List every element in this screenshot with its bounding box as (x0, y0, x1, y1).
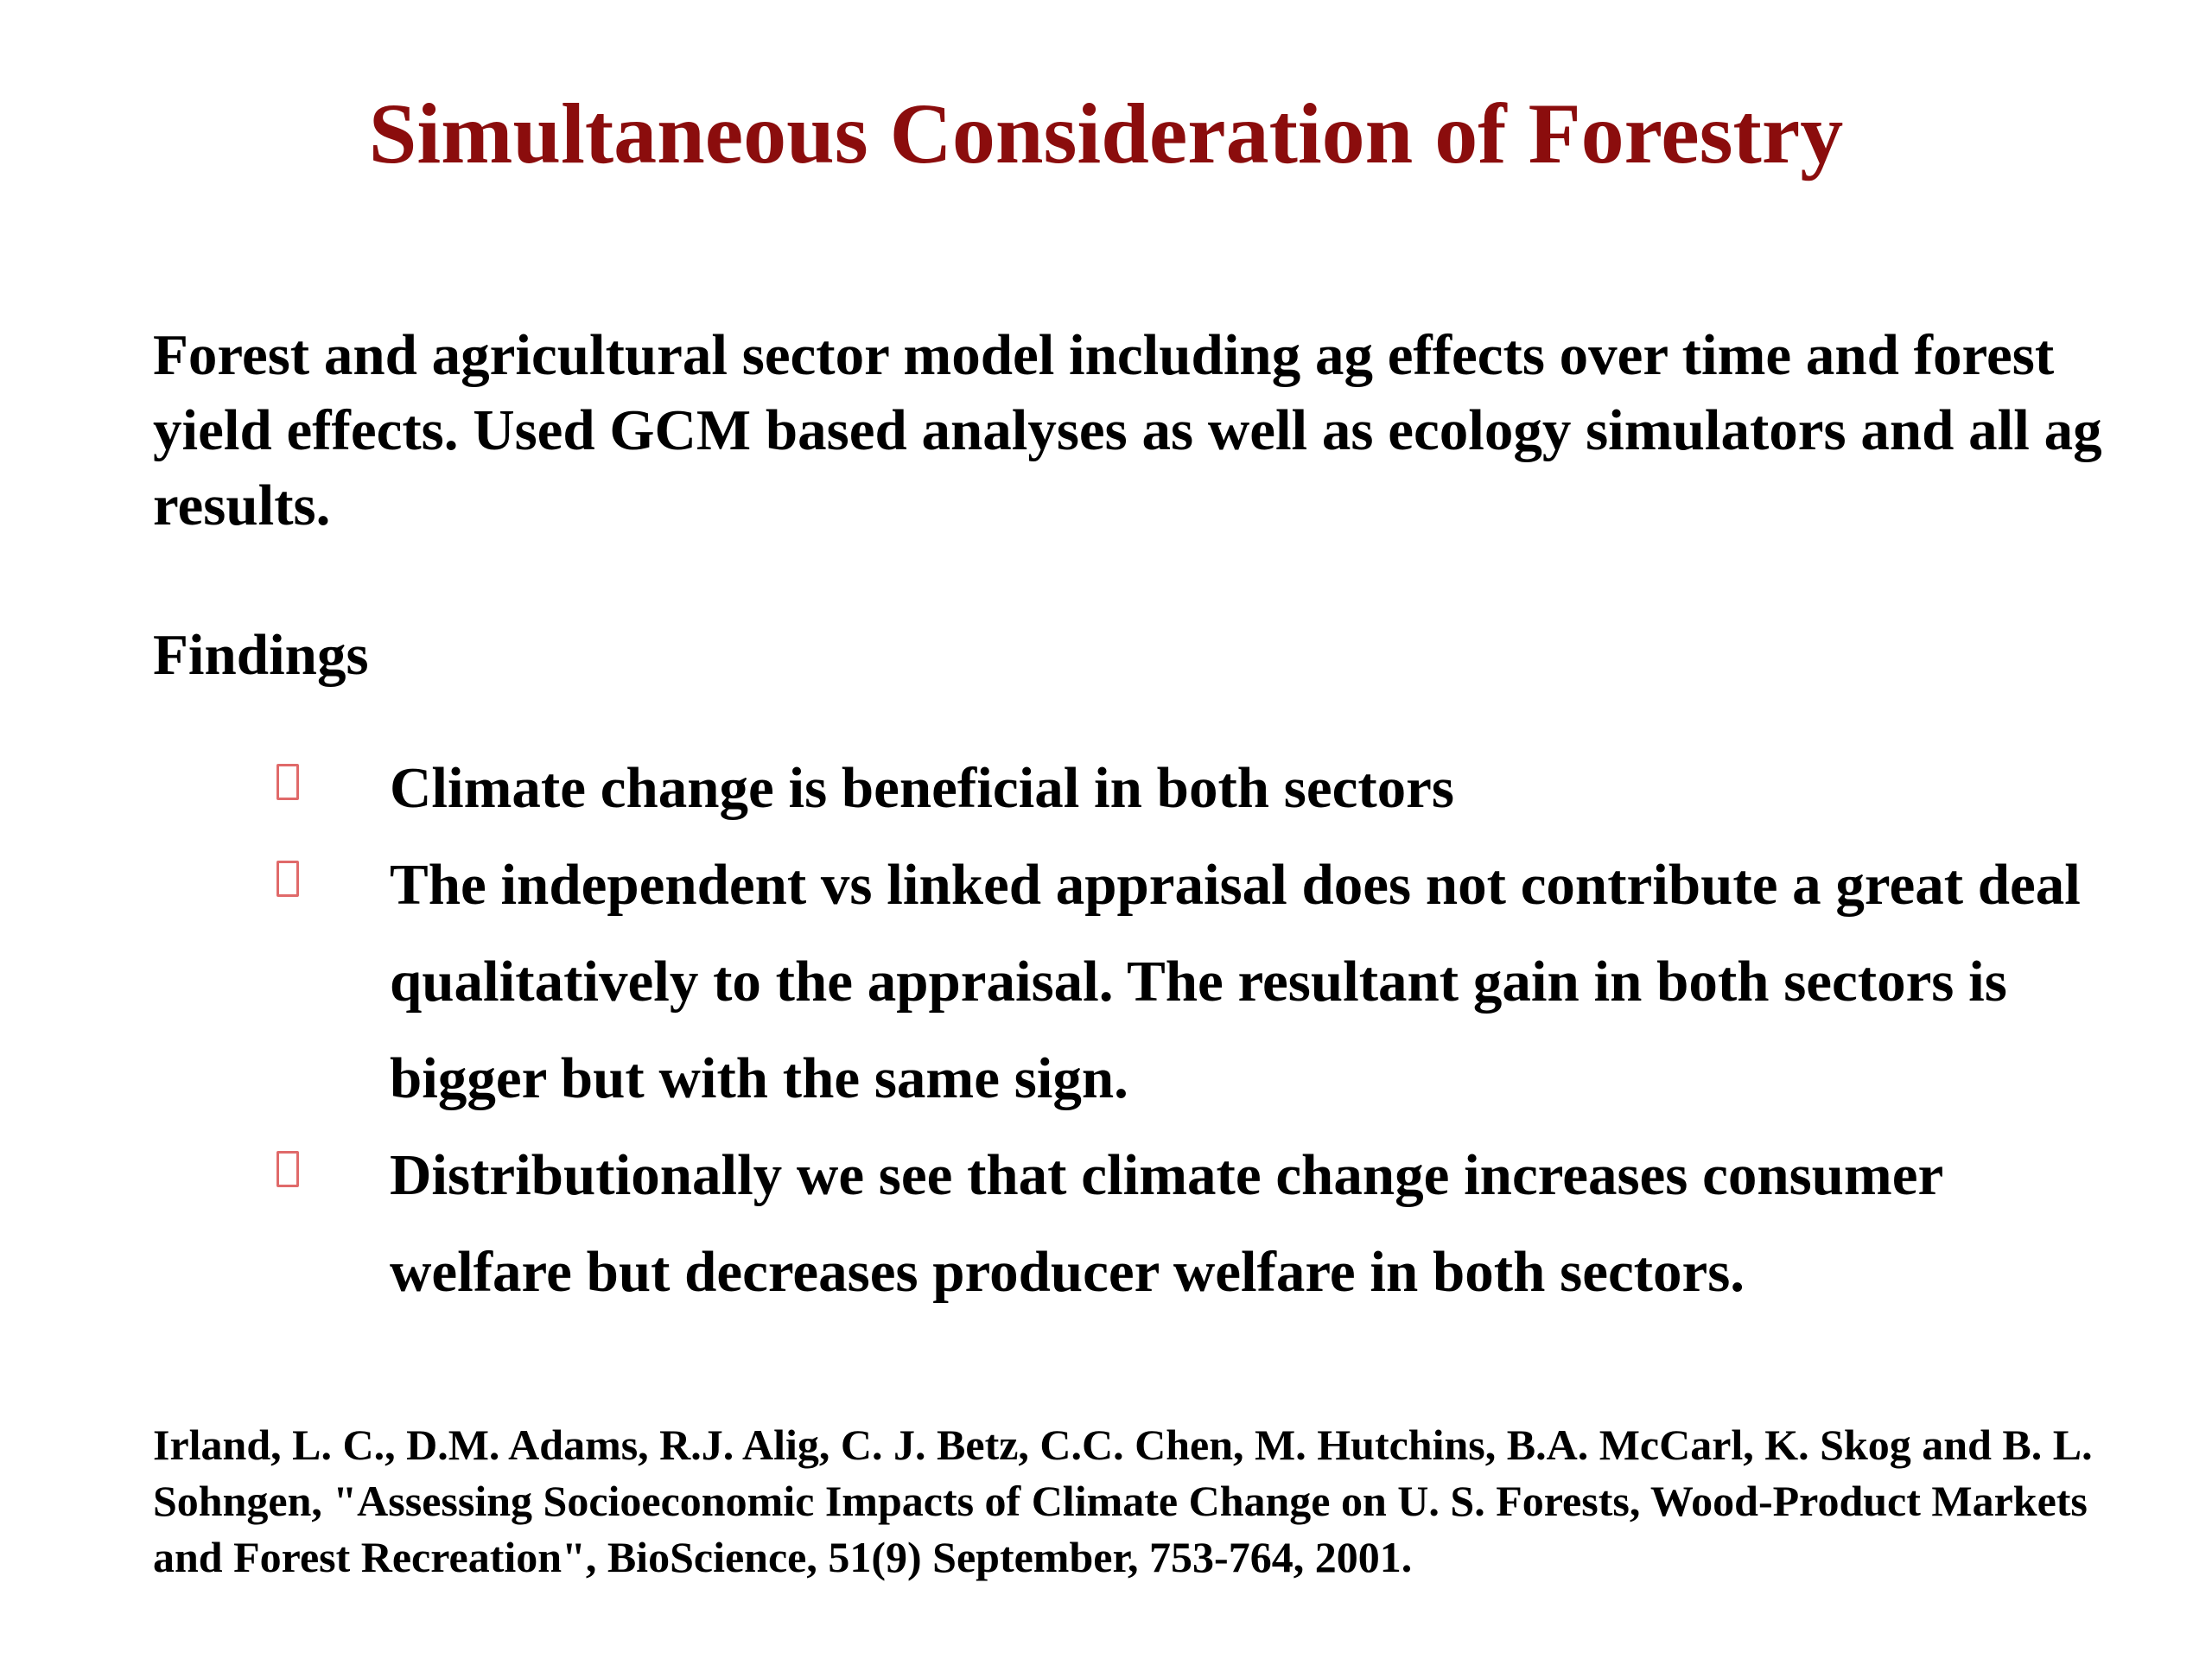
intro-paragraph: Forest and agricultural sector model including ag effects over time and forest yield effects. Used GCM based analyses as well as ecology simulators and all ag results. (153, 323, 2102, 537)
finding-item (0, 740, 2212, 836)
findings-heading: Findings (153, 623, 369, 687)
finding-item (0, 1127, 2212, 1320)
square-bullet-icon (276, 1151, 299, 1187)
citation: Irland, L. C., D.M. Adams, R.J. Alig, C. J. Betz, C.C. Chen, M. Hutchins, B.A. McCarl, K. Skog and B. L. Sohngen, "Assessing Socioeconomic Impacts of Climate Change on U. S. Forests, Wood-Product Markets and Forest Recreation", BioScience, 51(9) September, 753-764, 2001. (153, 1421, 2093, 1581)
finding-text: Distributionally we see that climate change increases consumer welfare but decreases producer welfare in both sectors. (390, 1143, 1942, 1304)
findings-list (0, 740, 2212, 1320)
slide-title: Simultaneous Consideration of Forestry (368, 86, 1844, 181)
square-bullet-icon (276, 764, 299, 800)
finding-text: Climate change is beneficial in both sectors (390, 756, 1454, 820)
finding-item (0, 836, 2212, 1127)
square-bullet-icon (276, 861, 299, 897)
finding-text: The independent vs linked appraisal does not contribute a great deal qualitatively to the appraisal. The resultant gain in both sectors is bigger but with the same sign. (390, 853, 2081, 1110)
